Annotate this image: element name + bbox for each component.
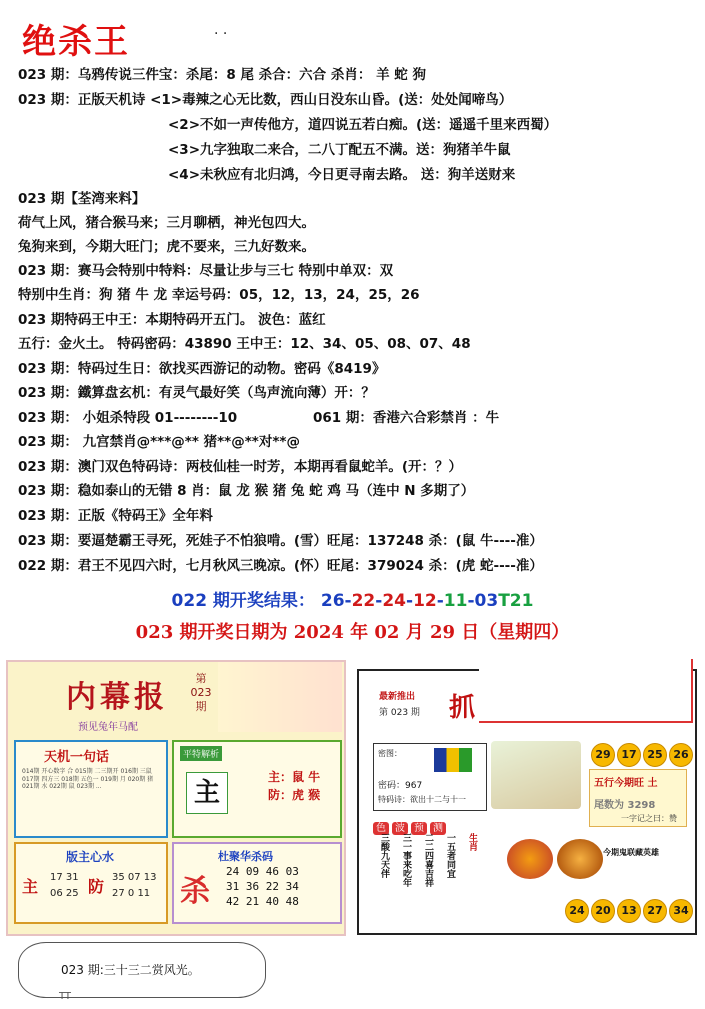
verse-column: 一五者同宜: [445, 833, 455, 878]
tianji-heading: 天机一句话: [44, 750, 110, 765]
monkey-icon: [557, 839, 603, 879]
speech-bubble: [18, 942, 266, 1002]
fang-line: 防：虎 猴: [268, 788, 321, 802]
duxiang-rows: [226, 864, 299, 909]
prediction-line: 023 期：澳门双色特码诗：两枝仙桂一时芳，本期再看鼠蛇羊。(开：？）: [18, 459, 463, 475]
inside-news-card: [6, 660, 346, 936]
lottery-ball: 25: [643, 743, 667, 767]
lottery-ball: 26: [669, 743, 693, 767]
zhu-fang-lines: [268, 768, 320, 804]
lottery-logo-icon: [434, 748, 472, 772]
duxiang-row: 24 09 46 03: [226, 865, 299, 878]
banzhu-fang-row: 27 0 11: [112, 888, 151, 899]
card-subtitle: 预见兔年马配: [78, 722, 138, 733]
tiger-icon: [507, 839, 553, 879]
bubble-text: 023 期:三十三二赏风光。: [61, 963, 200, 977]
card2-info-box: [373, 743, 487, 811]
banzhu-zhu-row: 06 25: [50, 888, 79, 899]
result-number: 12: [413, 591, 437, 611]
result-separator: -: [467, 591, 475, 611]
tianji-text: 014期 开心数字 合 015期 二三期开 016期 三鼠 017期 四方三 018期 五色一 019期 月 020期 猪 021期 水 022期 鼠 023期 ...: [22, 768, 154, 790]
info-mima: 密码：967: [378, 781, 423, 791]
banzhu-zhu-nums: [50, 870, 79, 902]
prediction-line-right: 061 期：香港六合彩禁肖 ：牛: [313, 410, 500, 426]
prediction-line: 荷气上风，猪合猴马来；三月聊栖，神光包四大。: [18, 215, 315, 231]
ping-tag: 平特解析: [180, 746, 222, 761]
lottery-ball: 34: [669, 899, 693, 923]
prediction-line: 023 期【荃湾来料】: [18, 191, 146, 207]
tianji-box: [14, 740, 168, 838]
prediction-line: [18, 409, 500, 427]
result-separator: -: [406, 591, 414, 611]
draw-date: 023 期开奖日期为 2024 年 02 月 29 日（星期四）: [135, 622, 570, 643]
prediction-tags: [373, 819, 449, 834]
prediction-line: 特别中生肖：狗 猪 牛 龙 幸运号码：05，12，13，24，25，26: [18, 287, 420, 303]
result-number: 26: [320, 591, 345, 611]
prediction-line: 023 期：正版天机诗 <1>毒辣之心无比数，西山日没东山昏。(送：处处闻啼鸟）: [18, 92, 513, 108]
duxiang-box: [172, 842, 342, 924]
card2-blank-panel: [479, 659, 693, 723]
duxiang-heading: 杜聚华杀码: [218, 850, 273, 863]
prediction-line: 023 期： 九宫禁肖@***@** 猪**@**对**@: [18, 434, 300, 450]
card-decoration: [218, 662, 342, 732]
lottery-ball: 27: [643, 899, 667, 923]
prediction-line: 023 期：赛马会特别中特料：尽量让步与三七 特别中单双：双: [18, 263, 394, 279]
card-issue: 第 023 期: [190, 672, 212, 713]
title-dots: . .: [214, 22, 228, 38]
result-separator: -: [375, 591, 383, 611]
banzhu-fang-nums: [112, 870, 157, 902]
prediction-line: 023 期：稳如泰山的无错 8 肖：鼠 龙 猴 猪 兔 蛇 鸡 马（连中 N 多期了）: [18, 483, 475, 499]
bubble-tail: TT: [59, 991, 72, 1002]
bottom-balls: [565, 899, 693, 923]
weishu-text: 尾数为 3298: [594, 800, 656, 811]
prediction-tag: 波: [392, 822, 408, 835]
verse-column: 二二四喜吉祥: [423, 833, 433, 887]
prediction-tag: 测: [430, 822, 446, 835]
card2-issue: 第 023 期: [379, 708, 420, 718]
result-separator: -: [436, 591, 444, 611]
prediction-tag: 预: [411, 822, 427, 835]
zhua-card: [357, 669, 697, 935]
prediction-line: 023 期：鐵算盘玄机：有灵气最好笑（鸟声流向薄）开：？: [18, 385, 375, 401]
result-number: T21: [498, 591, 534, 611]
sha-char: 杀: [180, 874, 210, 909]
prediction-line: 022 期：君王不见四六时，七月秋风三晚凉。(怀）旺尾：379024 杀：(虎 蛇----准）: [18, 558, 543, 574]
result-number: 11: [443, 591, 468, 611]
card2-top-label: 最新推出: [379, 692, 416, 702]
info-mitu: 密图：: [378, 749, 402, 758]
wuxing-text: 五行今期旺 土: [594, 778, 658, 789]
shengxiao-label: 生肖: [467, 833, 477, 851]
prediction-line: 023 期：要逼楚霸王寻死，死娃子不怕狼啃。(雪）旺尾：137248 杀：(鼠 牛----准）: [18, 533, 543, 549]
draw-results: [0, 586, 705, 611]
bird-grape-illustration: [491, 741, 581, 809]
result-separator: -: [344, 591, 352, 611]
lottery-ball: 24: [565, 899, 589, 923]
banzhu-fang: 防: [88, 877, 105, 896]
verse-columns: [377, 833, 479, 887]
banzhu-zhu-row: 17 31: [50, 872, 79, 883]
info-poem: 特码诗：欲出十二与十一: [378, 795, 466, 804]
verse-column: 三酸九天伴: [379, 833, 389, 878]
result-number: 22: [351, 591, 376, 611]
lottery-ball: 17: [617, 743, 641, 767]
lottery-ball: 20: [591, 899, 615, 923]
banzhu-fang-row: 35 07 13: [112, 872, 157, 883]
page-title: 绝杀王: [22, 22, 130, 62]
banzhu-heading: 版主心水: [66, 850, 115, 864]
duxiang-row: 31 36 22 34: [226, 880, 299, 893]
duxiang-row: 42 21 40 48: [226, 895, 299, 908]
lottery-ball: 29: [591, 743, 615, 767]
result-number: 24: [382, 591, 406, 611]
prediction-line: <2>不如一声传他方，道四说五若白痴。(送：遥遥千里来西蜀）: [168, 117, 558, 133]
lottery-ball: 13: [617, 899, 641, 923]
prediction-line: <3>九字独取二来合，二八丁配五不满。送：狗猪羊牛鼠: [168, 142, 511, 158]
prediction-line: 五行：金火土。 特码密码：43890 王中王：12、34、05、08、07、48: [18, 336, 471, 352]
prediction-line: 023 期特码王中王：本期特码开五门。 波色：蓝红: [18, 312, 326, 328]
card2-note2: 今期鬼联藏英雄: [603, 848, 659, 857]
prediction-line: 023 期：特码过生日：欲找买西游记的动物。密码《8419》: [18, 361, 386, 377]
result-number: 03: [474, 591, 499, 611]
card2-note: 一字记之曰：赞: [621, 814, 677, 823]
prediction-tag: 色: [373, 822, 389, 835]
banzhu-box: [14, 842, 168, 924]
ping-box: [172, 740, 342, 838]
banzhu-zhu: 主: [22, 877, 39, 896]
zhu-badge: 主: [186, 772, 228, 814]
prediction-line-left: 023 期： 小姐杀特段 01--------10: [18, 410, 238, 426]
card-title: 内幕报: [66, 680, 168, 715]
card2-zhua: 抓: [449, 693, 476, 723]
zhu-line: 主：鼠 牛: [268, 770, 321, 784]
top-balls: [591, 743, 693, 767]
prediction-line: 023 期：正版《特码王》全年料: [18, 508, 213, 524]
prediction-line: 兔狗来到，今期大旺门；虎不要来，三九好数来。: [18, 239, 315, 255]
prediction-line: <4>未秋应有北归鸿，今日更寻南去路。 送：狗羊送财来: [168, 167, 516, 183]
results-label: 022 期开奖结果：: [171, 591, 315, 611]
verse-column: 三一事来吃年: [401, 833, 411, 887]
prediction-line: 023 期：乌鸦传说三件宝：杀尾：8 尾 杀合：六合 杀肖： 羊 蛇 狗: [18, 67, 426, 83]
